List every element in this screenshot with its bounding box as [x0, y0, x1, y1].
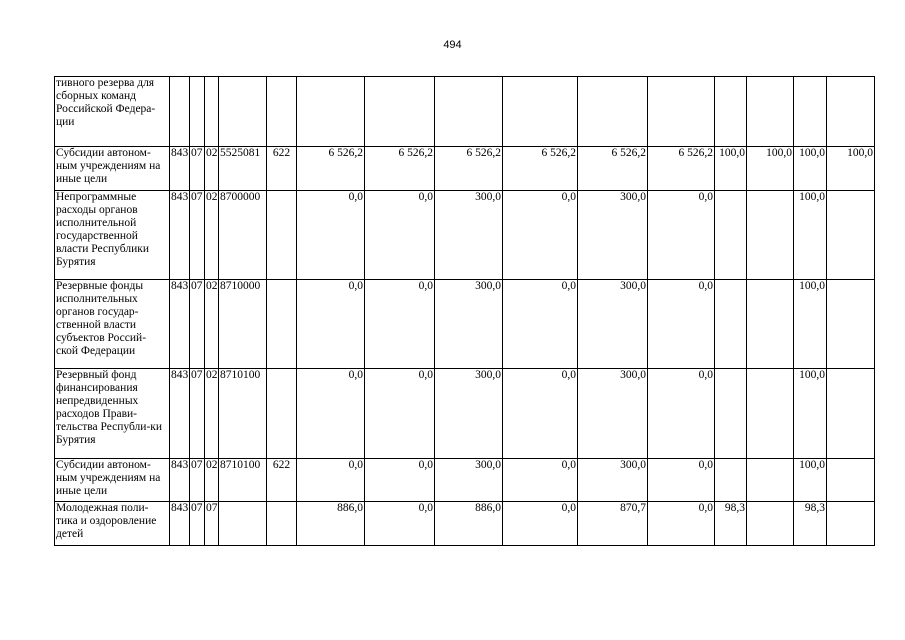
admin-code: 843 — [170, 502, 190, 546]
percent-2 — [747, 502, 794, 546]
table-row — [55, 191, 875, 280]
percent-4: 100,0 — [827, 147, 875, 191]
value-3: 300,0 — [435, 280, 503, 369]
value-3: 300,0 — [435, 459, 503, 502]
vr-code — [267, 369, 297, 459]
admin-code: 843 — [170, 459, 190, 502]
value-2: 0,0 — [365, 191, 435, 280]
percent-3: 100,0 — [794, 191, 827, 280]
value-3: 886,0 — [435, 502, 503, 546]
value-2: 0,0 — [365, 502, 435, 546]
razdel-code: 07 — [190, 369, 205, 459]
percent-4 — [827, 77, 875, 147]
value-6: 0,0 — [648, 369, 715, 459]
table-row — [55, 280, 875, 369]
csr-code: 8710100 — [219, 369, 267, 459]
value-4: 0,0 — [503, 459, 578, 502]
value-6: 0,0 — [648, 459, 715, 502]
value-3 — [435, 77, 503, 147]
podrazdel-code: 07 — [205, 502, 219, 546]
value-1: 6 526,2 — [297, 147, 365, 191]
vr-code: 622 — [267, 147, 297, 191]
percent-2: 100,0 — [747, 147, 794, 191]
percent-3: 98,3 — [794, 502, 827, 546]
value-6 — [648, 77, 715, 147]
value-5: 300,0 — [578, 369, 648, 459]
value-6: 0,0 — [648, 502, 715, 546]
value-1: 0,0 — [297, 369, 365, 459]
percent-4 — [827, 369, 875, 459]
percent-2 — [747, 369, 794, 459]
value-1 — [297, 77, 365, 147]
value-1: 0,0 — [297, 459, 365, 502]
value-2: 0,0 — [365, 459, 435, 502]
razdel-code: 07 — [190, 191, 205, 280]
percent-4 — [827, 459, 875, 502]
razdel-code: 07 — [190, 502, 205, 546]
vr-code — [267, 191, 297, 280]
value-2: 0,0 — [365, 369, 435, 459]
admin-code: 843 — [170, 280, 190, 369]
percent-2 — [747, 459, 794, 502]
page-number: 494 — [443, 39, 462, 51]
podrazdel-code: 02 — [205, 280, 219, 369]
razdel-code: 07 — [190, 280, 205, 369]
value-4 — [503, 77, 578, 147]
podrazdel-code: 02 — [205, 369, 219, 459]
row-name: Непрограммные расходы органов исполнительной государственной власти Республики Бурятия — [55, 191, 170, 280]
admin-code — [170, 77, 190, 147]
podrazdel-code: 02 — [205, 147, 219, 191]
admin-code: 843 — [170, 147, 190, 191]
row-name: Субсидии автоном-ным учреждениям на иные цели — [55, 459, 170, 502]
csr-code — [219, 502, 267, 546]
percent-3: 100,0 — [794, 280, 827, 369]
row-name: Молодежная поли-тика и оздоровление детей — [55, 502, 170, 546]
percent-4 — [827, 191, 875, 280]
percent-2 — [747, 280, 794, 369]
table-row — [55, 147, 875, 191]
value-2 — [365, 77, 435, 147]
percent-2 — [747, 77, 794, 147]
value-5 — [578, 77, 648, 147]
table-row — [55, 77, 875, 147]
value-6: 0,0 — [648, 280, 715, 369]
value-2: 0,0 — [365, 280, 435, 369]
percent-1 — [715, 280, 747, 369]
value-3: 6 526,2 — [435, 147, 503, 191]
razdel-code — [190, 77, 205, 147]
value-3: 300,0 — [435, 369, 503, 459]
csr-code: 5525081 — [219, 147, 267, 191]
percent-1 — [715, 459, 747, 502]
razdel-code: 07 — [190, 147, 205, 191]
value-5: 300,0 — [578, 280, 648, 369]
value-4: 0,0 — [503, 191, 578, 280]
percent-3: 100,0 — [794, 147, 827, 191]
value-6: 0,0 — [648, 191, 715, 280]
csr-code: 8700000 — [219, 191, 267, 280]
percent-1: 98,3 — [715, 502, 747, 546]
percent-3: 100,0 — [794, 459, 827, 502]
vr-code — [267, 502, 297, 546]
percent-3: 100,0 — [794, 369, 827, 459]
row-name: Резервные фонды исполнительных органов государ-ственной власти субъектов Россий-ской Федерации — [55, 280, 170, 369]
percent-1 — [715, 369, 747, 459]
value-5: 870,7 — [578, 502, 648, 546]
percent-4 — [827, 280, 875, 369]
percent-1 — [715, 191, 747, 280]
value-2: 6 526,2 — [365, 147, 435, 191]
row-name: тивного резерва для сборных команд Российской Федера-ции — [55, 77, 170, 147]
value-5: 300,0 — [578, 459, 648, 502]
percent-4 — [827, 502, 875, 546]
value-4: 6 526,2 — [503, 147, 578, 191]
csr-code — [219, 77, 267, 147]
row-name: Субсидии автоном-ным учреждениям на иные цели — [55, 147, 170, 191]
podrazdel-code: 02 — [205, 191, 219, 280]
vr-code — [267, 280, 297, 369]
value-5: 300,0 — [578, 191, 648, 280]
value-4: 0,0 — [503, 280, 578, 369]
table-row — [55, 459, 875, 502]
csr-code: 8710100 — [219, 459, 267, 502]
value-1: 0,0 — [297, 280, 365, 369]
admin-code: 843 — [170, 369, 190, 459]
budget-table — [54, 76, 875, 546]
value-1: 0,0 — [297, 191, 365, 280]
value-5: 6 526,2 — [578, 147, 648, 191]
percent-3 — [794, 77, 827, 147]
row-name: Резервный фонд финансирования непредвиденных расходов Прави-тельства Республи-ки Бурятия — [55, 369, 170, 459]
admin-code: 843 — [170, 191, 190, 280]
value-4: 0,0 — [503, 369, 578, 459]
value-3: 300,0 — [435, 191, 503, 280]
vr-code — [267, 77, 297, 147]
percent-1: 100,0 — [715, 147, 747, 191]
value-1: 886,0 — [297, 502, 365, 546]
razdel-code: 07 — [190, 459, 205, 502]
table-row — [55, 369, 875, 459]
table-row — [55, 502, 875, 546]
podrazdel-code — [205, 77, 219, 147]
percent-2 — [747, 191, 794, 280]
percent-1 — [715, 77, 747, 147]
podrazdel-code: 02 — [205, 459, 219, 502]
value-6: 6 526,2 — [648, 147, 715, 191]
vr-code: 622 — [267, 459, 297, 502]
csr-code: 8710000 — [219, 280, 267, 369]
value-4: 0,0 — [503, 502, 578, 546]
